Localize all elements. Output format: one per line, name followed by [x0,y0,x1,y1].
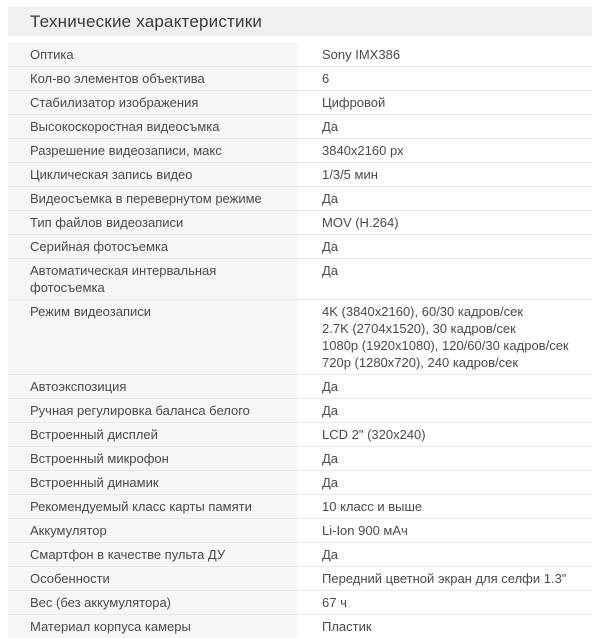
spec-value: Li-Ion 900 мАч [297,519,592,543]
page-title: Технические характеристики [30,12,262,32]
spec-value: 6 [297,67,592,91]
table-row [8,423,592,447]
spec-table [8,43,592,638]
spec-value: Да [297,115,592,139]
spec-value: LCD 2" (320x240) [297,423,592,447]
spec-value: Sony IMX386 [297,43,592,67]
spec-label: Режим видеозаписи [8,300,297,375]
spec-value: Да [297,399,592,423]
spec-label: Особенности [8,567,297,591]
spec-value: MOV (H.264) [297,211,592,235]
table-row [8,259,592,300]
table-row [8,115,592,139]
table-row [8,139,592,163]
table-row [8,300,592,375]
table-row [8,67,592,91]
table-row [8,519,592,543]
table-row [8,187,592,211]
spec-label: Тип файлов видеозаписи [8,211,297,235]
spec-value: Да [297,235,592,259]
spec-label: Серийная фотосъемка [8,235,297,259]
table-row [8,211,592,235]
spec-value: Да [297,187,592,211]
spec-label: Кол-во элементов объектива [8,67,297,91]
table-row [8,591,592,615]
spec-value-line: 4K (3840x2160), 60/30 кадров/сек [322,303,584,320]
spec-label: Оптика [8,43,297,67]
spec-label: Высокоскоростная видеосъмка [8,115,297,139]
section-header [8,7,592,36]
spec-value: Передний цветной экран для селфи 1.3" [297,567,592,591]
spec-label: Встроенный дисплей [8,423,297,447]
spec-label: Разрешение видеозаписи, макс [8,139,297,163]
spec-label: Аккумулятор [8,519,297,543]
spec-value: Да [297,543,592,567]
table-row [8,43,592,67]
spec-value: Да [297,375,592,399]
spec-value-line: 720p (1280x720), 240 кадров/сек [322,354,584,371]
spec-label: Смартфон в качестве пульта ДУ [8,543,297,567]
spec-label: Встроенный микрофон [8,447,297,471]
table-row [8,235,592,259]
spec-label: Автоматическая интервальная фотосъемка [8,259,297,300]
spec-label: Автоэкспозиция [8,375,297,399]
spec-value: Да [297,447,592,471]
spec-page [8,7,592,638]
spec-value: 3840x2160 px [297,139,592,163]
spec-label: Рекомендуемый класс карты памяти [8,495,297,519]
table-row [8,447,592,471]
table-row [8,91,592,115]
table-row [8,495,592,519]
spec-label: Ручная регулировка баланса белого [8,399,297,423]
spec-value: Да [297,259,592,300]
spec-label: Материал корпуса камеры [8,615,297,638]
table-row [8,163,592,187]
table-row [8,567,592,591]
table-row [8,543,592,567]
table-row [8,375,592,399]
spec-value: Пластик [297,615,592,638]
table-row [8,471,592,495]
spec-value: 67 ч [297,591,592,615]
spec-value: Да [297,471,592,495]
table-row [8,615,592,638]
spec-value: 1/3/5 мин [297,163,592,187]
table-row [8,399,592,423]
spec-label: Циклическая запись видео [8,163,297,187]
spec-label: Видеосъемка в перевернутом режиме [8,187,297,211]
spec-label: Вес (без аккумулятора) [8,591,297,615]
spec-value: 10 класс и выше [297,495,592,519]
spec-label: Стабилизатор изображения [8,91,297,115]
spec-label: Встроенный динамик [8,471,297,495]
spec-value-line: 2.7K (2704x1520), 30 кадров/сек [322,320,584,337]
spec-value [297,300,592,375]
spec-value: Цифровой [297,91,592,115]
spec-value-line: 1080p (1920x1080), 120/60/30 кадров/сек [322,337,584,354]
